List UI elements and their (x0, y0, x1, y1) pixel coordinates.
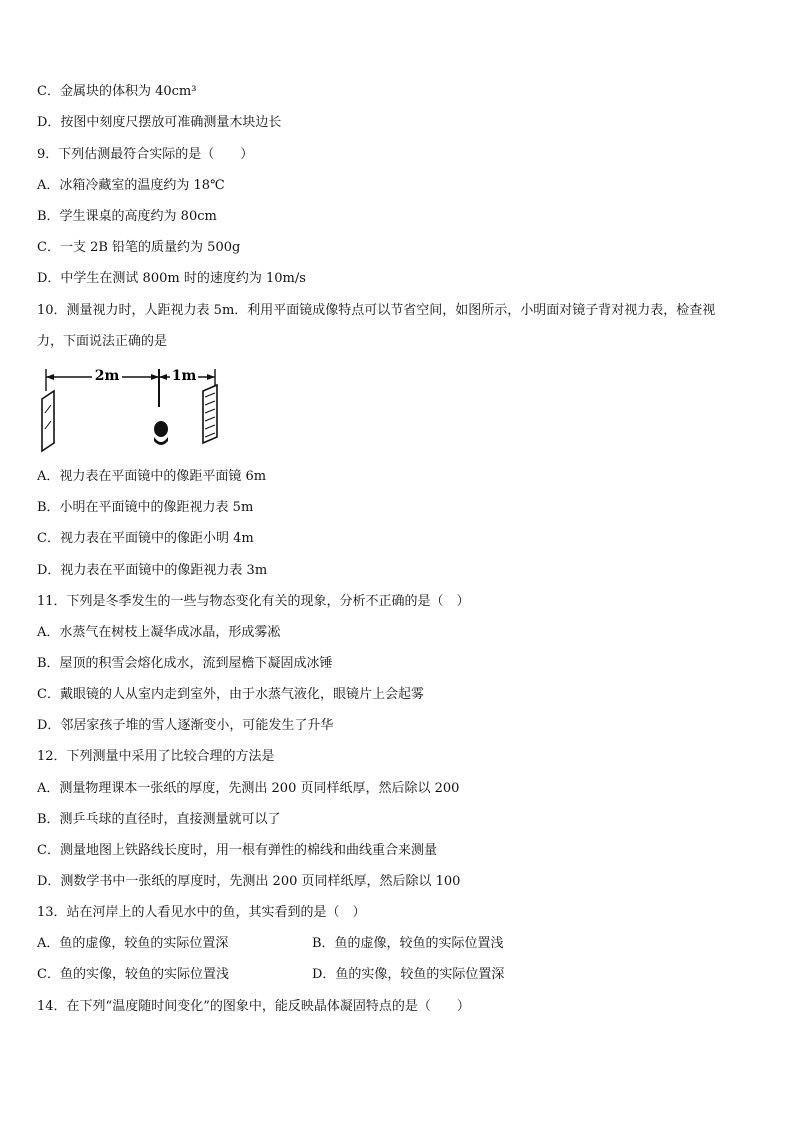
option-10c: C．视力表在平面镜中的像距小明 4m (37, 531, 254, 546)
question-11: 11．下列是冬季发生的一些与物态变化有关的现象，分析不正确的是（ ） (37, 594, 470, 609)
option-10a: A．视力表在平面镜中的像距平面镜 6m (37, 469, 267, 484)
question-12: 12．下列测量中采用了比较合理的方法是 (37, 749, 275, 764)
option-11d: D．邻居家孩子堆的雪人逐渐变小，可能发生了升华 (37, 718, 334, 733)
option-8c: C．金属块的体积为 40cm³ (37, 84, 197, 99)
option-13c: C．鱼的实像，较鱼的实际位置浅 (37, 967, 229, 982)
option-9b: B．学生课桌的高度约为 80cm (37, 209, 217, 224)
eye-chart-icon (203, 385, 217, 443)
option-8d: D．按图中刻度尺摆放可准确测量木块边长 (37, 115, 282, 130)
option-9a: A．冰箱冷藏室的温度约为 18℃ (37, 178, 225, 193)
option-12d: D．测数学书中一张纸的厚度时，先测出 200 页同样纸厚，然后除以 100 (37, 874, 461, 889)
option-10d: D．视力表在平面镜中的像距视力表 3m (37, 563, 268, 578)
option-12a: A．测量物理课本一张纸的厚度，先测出 200 页同样纸厚，然后除以 200 (37, 781, 460, 796)
option-12b: B．测乒乓球的直径时，直接测量就可以了 (37, 812, 281, 827)
option-9c: C．一支 2B 铅笔的质量约为 500g (37, 240, 241, 255)
option-10b: B．小明在平面镜中的像距视力表 5m (37, 500, 254, 515)
question-9: 9．下列估测最符合实际的是（ ） (37, 147, 254, 162)
mirror-icon (42, 391, 54, 451)
distance-label-1m: 1m (171, 368, 197, 384)
question-10: 10．测量视力时，人距视力表 5m．利用平面镜成像特点可以节省空间，如图所示，小明面对镜子背对视力表，检查视 (37, 303, 716, 318)
question-13: 13．站在河岸上的人看见水中的鱼，其实看到的是（ ） (37, 905, 366, 920)
option-9d: D．中学生在测试 800m 时的速度约为 10m/s (37, 271, 306, 286)
option-13b: B．鱼的虚像，较鱼的实际位置浅 (312, 936, 504, 951)
question-14: 14．在下列“温度随时间变化”的图象中，能反映晶体凝固特点的是（ ） (37, 999, 470, 1014)
option-11b: B．屋顶的积雪会熔化成水，流到屋檐下凝固成冰锤 (37, 656, 333, 671)
option-13d: D．鱼的实像，较鱼的实际位置深 (312, 967, 505, 982)
option-11a: A．水蒸气在树枝上凝华成冰晶，形成雾凇 (37, 625, 281, 640)
vision-test-figure (37, 363, 221, 455)
option-11c: C．戴眼镜的人从室内走到室外，由于水蒸气液化，眼镜片上会起雾 (37, 687, 424, 702)
question-10-cont: 力，下面说法正确的是 (37, 334, 168, 349)
mirror-chart-diagram (37, 363, 221, 455)
option-13a: A．鱼的虚像，较鱼的实际位置深 (37, 936, 229, 951)
option-12c: C．测量地图上铁路线长度时，用一根有弹性的棉线和曲线重合来测量 (37, 843, 437, 858)
distance-label-2m: 2m (94, 368, 120, 384)
